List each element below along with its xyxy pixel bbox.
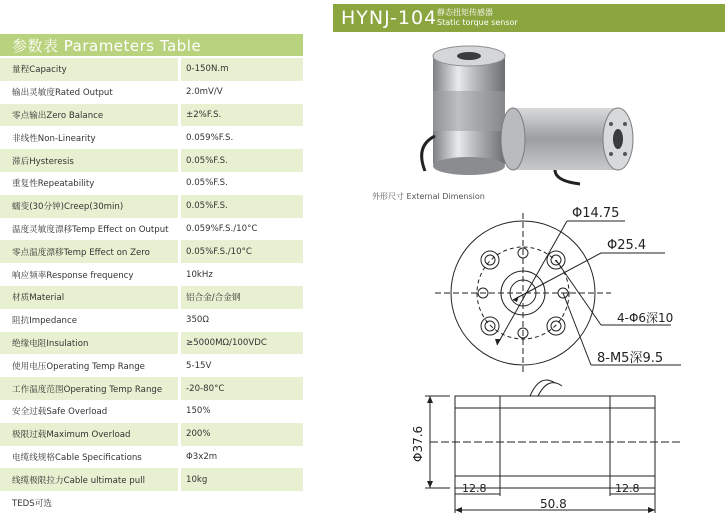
parameter-value: 铝合金/合金钢 [181,286,303,309]
parameter-value: 0.05%F.S. [181,195,303,218]
dim-outer-dia: Φ14.75 [572,206,620,221]
product-title-bar [333,4,725,32]
parameter-row [0,423,303,446]
parameter-value: 0.05%F.S. [181,172,303,195]
parameter-row [0,104,303,127]
parameter-row [0,286,303,309]
parameter-row [0,446,303,469]
dim-holes-thread: 8-M5深9.5 [597,351,664,366]
parameter-row [0,332,303,355]
parameter-value: 0.059%F.S./10°C [181,218,303,241]
parameter-row [0,354,303,377]
parameter-value: 0.05%F.S. [181,149,303,172]
dim-height: Φ37.6 [411,425,425,462]
parameter-label: 线缆极限拉力Cable ultimate pull [0,468,178,491]
parameter-row [0,377,303,400]
parameter-label: 蠕变(30分钟)Creep(30min) [0,195,178,218]
dim-length: 50.8 [540,497,567,511]
parameter-row [0,400,303,423]
parameter-label: 滞后Hysteresis [0,149,178,172]
parameter-label: 零点输出Zero Balance [0,104,178,127]
parameter-value: ≥5000MΩ/100VDC [181,332,303,355]
dim-flange-right: 12.8 [615,482,640,495]
parameter-label: 电缆线规格Cable Specifications [0,446,178,469]
dim-flange-left: 12.8 [462,482,487,495]
parameter-value: 2.0mV/V [181,81,303,104]
parameter-label: 使用电压Operating Temp Range [0,354,178,377]
parameter-label: 重复性Repeatability [0,172,178,195]
parameter-row [0,240,303,263]
parameter-row [0,218,303,241]
parameter-label: 非线性Non-Linearity [0,126,178,149]
parameter-value: 0-150N.m [181,58,303,81]
model-name: HYNJ-104 [341,7,438,29]
parameter-label: TEDS可选 [0,491,178,514]
dim-holes-small: 4-Φ6深10 [617,311,674,325]
parameter-label: 响应频率Response frequency [0,263,178,286]
dim-pcd: Φ25.4 [607,238,647,253]
parameter-value: 200% [181,423,303,446]
parameter-label: 极限过载Maximum Overload [0,423,178,446]
parameter-value: 350Ω [181,309,303,332]
parameter-label: 量程Capacity [0,58,178,81]
parameter-row [0,468,303,491]
parameter-value [181,491,303,514]
parameter-value: 10kg [181,468,303,491]
parameter-row [0,149,303,172]
parameters-header [0,34,303,56]
parameter-row [0,309,303,332]
top-view-drawing [425,205,725,380]
parameter-label: 阻抗Impedance [0,309,178,332]
parameter-label: 材质Material [0,286,178,309]
parameters-title: 参数表 Parameters Table [12,37,202,55]
parameter-row [0,58,303,81]
product-name-en: Static torque sensor [437,18,518,27]
parameter-label: 绝缘电阻Insulation [0,332,178,355]
parameter-row [0,195,303,218]
parameter-label: 工作温度范围Operating Temp Range [0,377,178,400]
parameter-row [0,126,303,149]
parameter-row [0,81,303,104]
product-photo [405,36,650,186]
parameter-label: 安全过载Safe Overload [0,400,178,423]
parameter-value: Φ3x2m [181,446,303,469]
parameter-value: 5-15V [181,354,303,377]
side-view-drawing [400,378,725,518]
parameter-value: 0.059%F.S. [181,126,303,149]
parameter-row [0,491,303,514]
parameter-value: -20-80°C [181,377,303,400]
parameter-value: 150% [181,400,303,423]
parameter-label: 温度灵敏度漂移Temp Effect on Output [0,218,178,241]
parameter-label: 输出灵敏度Rated Output [0,81,178,104]
dimension-section-label: 外形尺寸 External Dimension [372,192,485,201]
parameter-label: 零点温度漂移Temp Effect on Zero [0,240,178,263]
parameter-value: 10kHz [181,263,303,286]
parameters-table [0,58,303,514]
parameter-value: 0.05%F.S./10°C [181,240,303,263]
parameter-row [0,172,303,195]
parameter-row [0,263,303,286]
product-name-cn: 静态扭矩传感器 [437,8,493,17]
parameter-value: ±2%F.S. [181,104,303,127]
